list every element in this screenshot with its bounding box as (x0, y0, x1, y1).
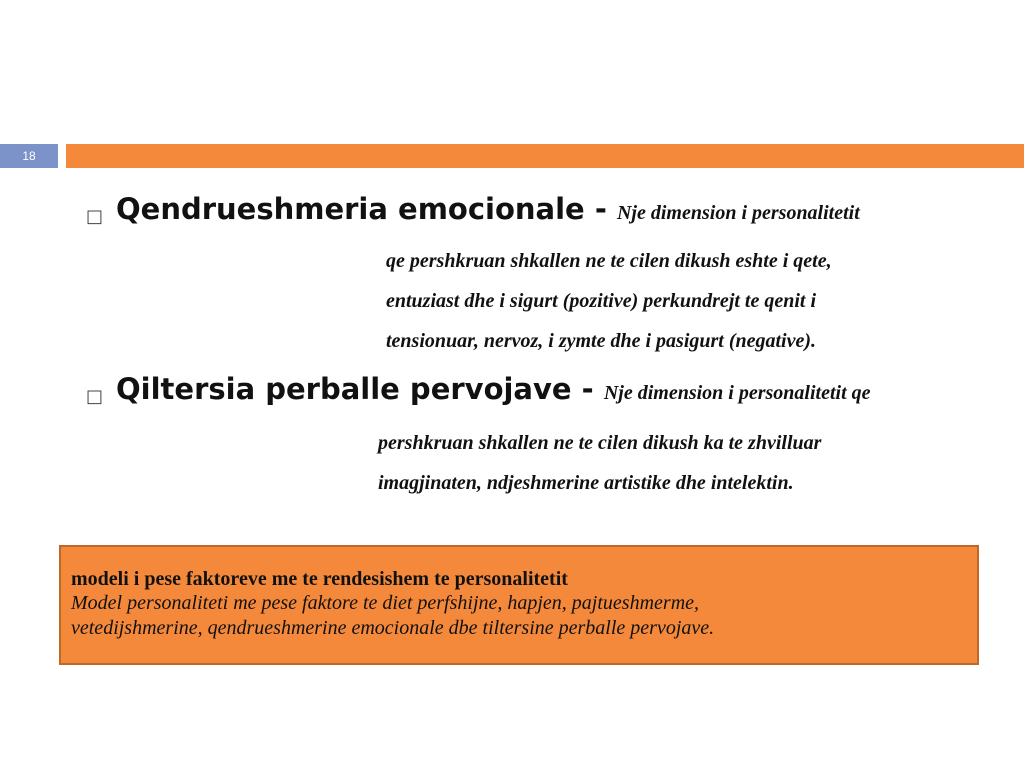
bullet-item-2 (116, 372, 871, 406)
bullet-marker-2: □ (86, 386, 104, 407)
definition-2-line-2: pershkruan shkallen ne te cilen dikush ka te zhvilluar (378, 432, 822, 454)
definition-box-line-2: vetedijshmerine, qendrueshmerine emocionale dbe tiltersine perballe pervojave. (71, 617, 715, 639)
accent-bar (66, 144, 1024, 168)
definition-1-line-2: qe pershkruan shkallen ne te cilen dikush eshte i qete, (386, 250, 832, 272)
definition-box-line-1: Model personaliteti me pese faktore te diet perfshijne, hapjen, pajtueshmerme, (71, 592, 700, 614)
definition-box (59, 545, 979, 665)
slide-number: 18 (0, 144, 58, 168)
definition-2-line-1: Nje dimension i personalitetit qe (603, 382, 871, 404)
bullet-marker-1: □ (86, 206, 104, 227)
term-1: Qendrueshmeria emocionale - (116, 192, 607, 226)
definition-box-title: modeli i pese faktoreve me te rendesishem te personalitetit (71, 568, 568, 590)
term-2: Qiltersia perballe pervojave - (116, 372, 594, 406)
definition-1-line-4: tensionuar, nervoz, i zymte dhe i pasigurt (negative). (386, 330, 817, 352)
definition-1-line-3: entuziast dhe i sigurt (pozitive) perkundrejt te qenit i (386, 290, 817, 312)
bullet-item-1 (116, 192, 860, 226)
definition-1-line-1: Nje dimension i personalitetit (616, 202, 860, 224)
definition-2-line-3: imagjinaten, ndjeshmerine artistike dhe intelektin. (378, 472, 794, 494)
